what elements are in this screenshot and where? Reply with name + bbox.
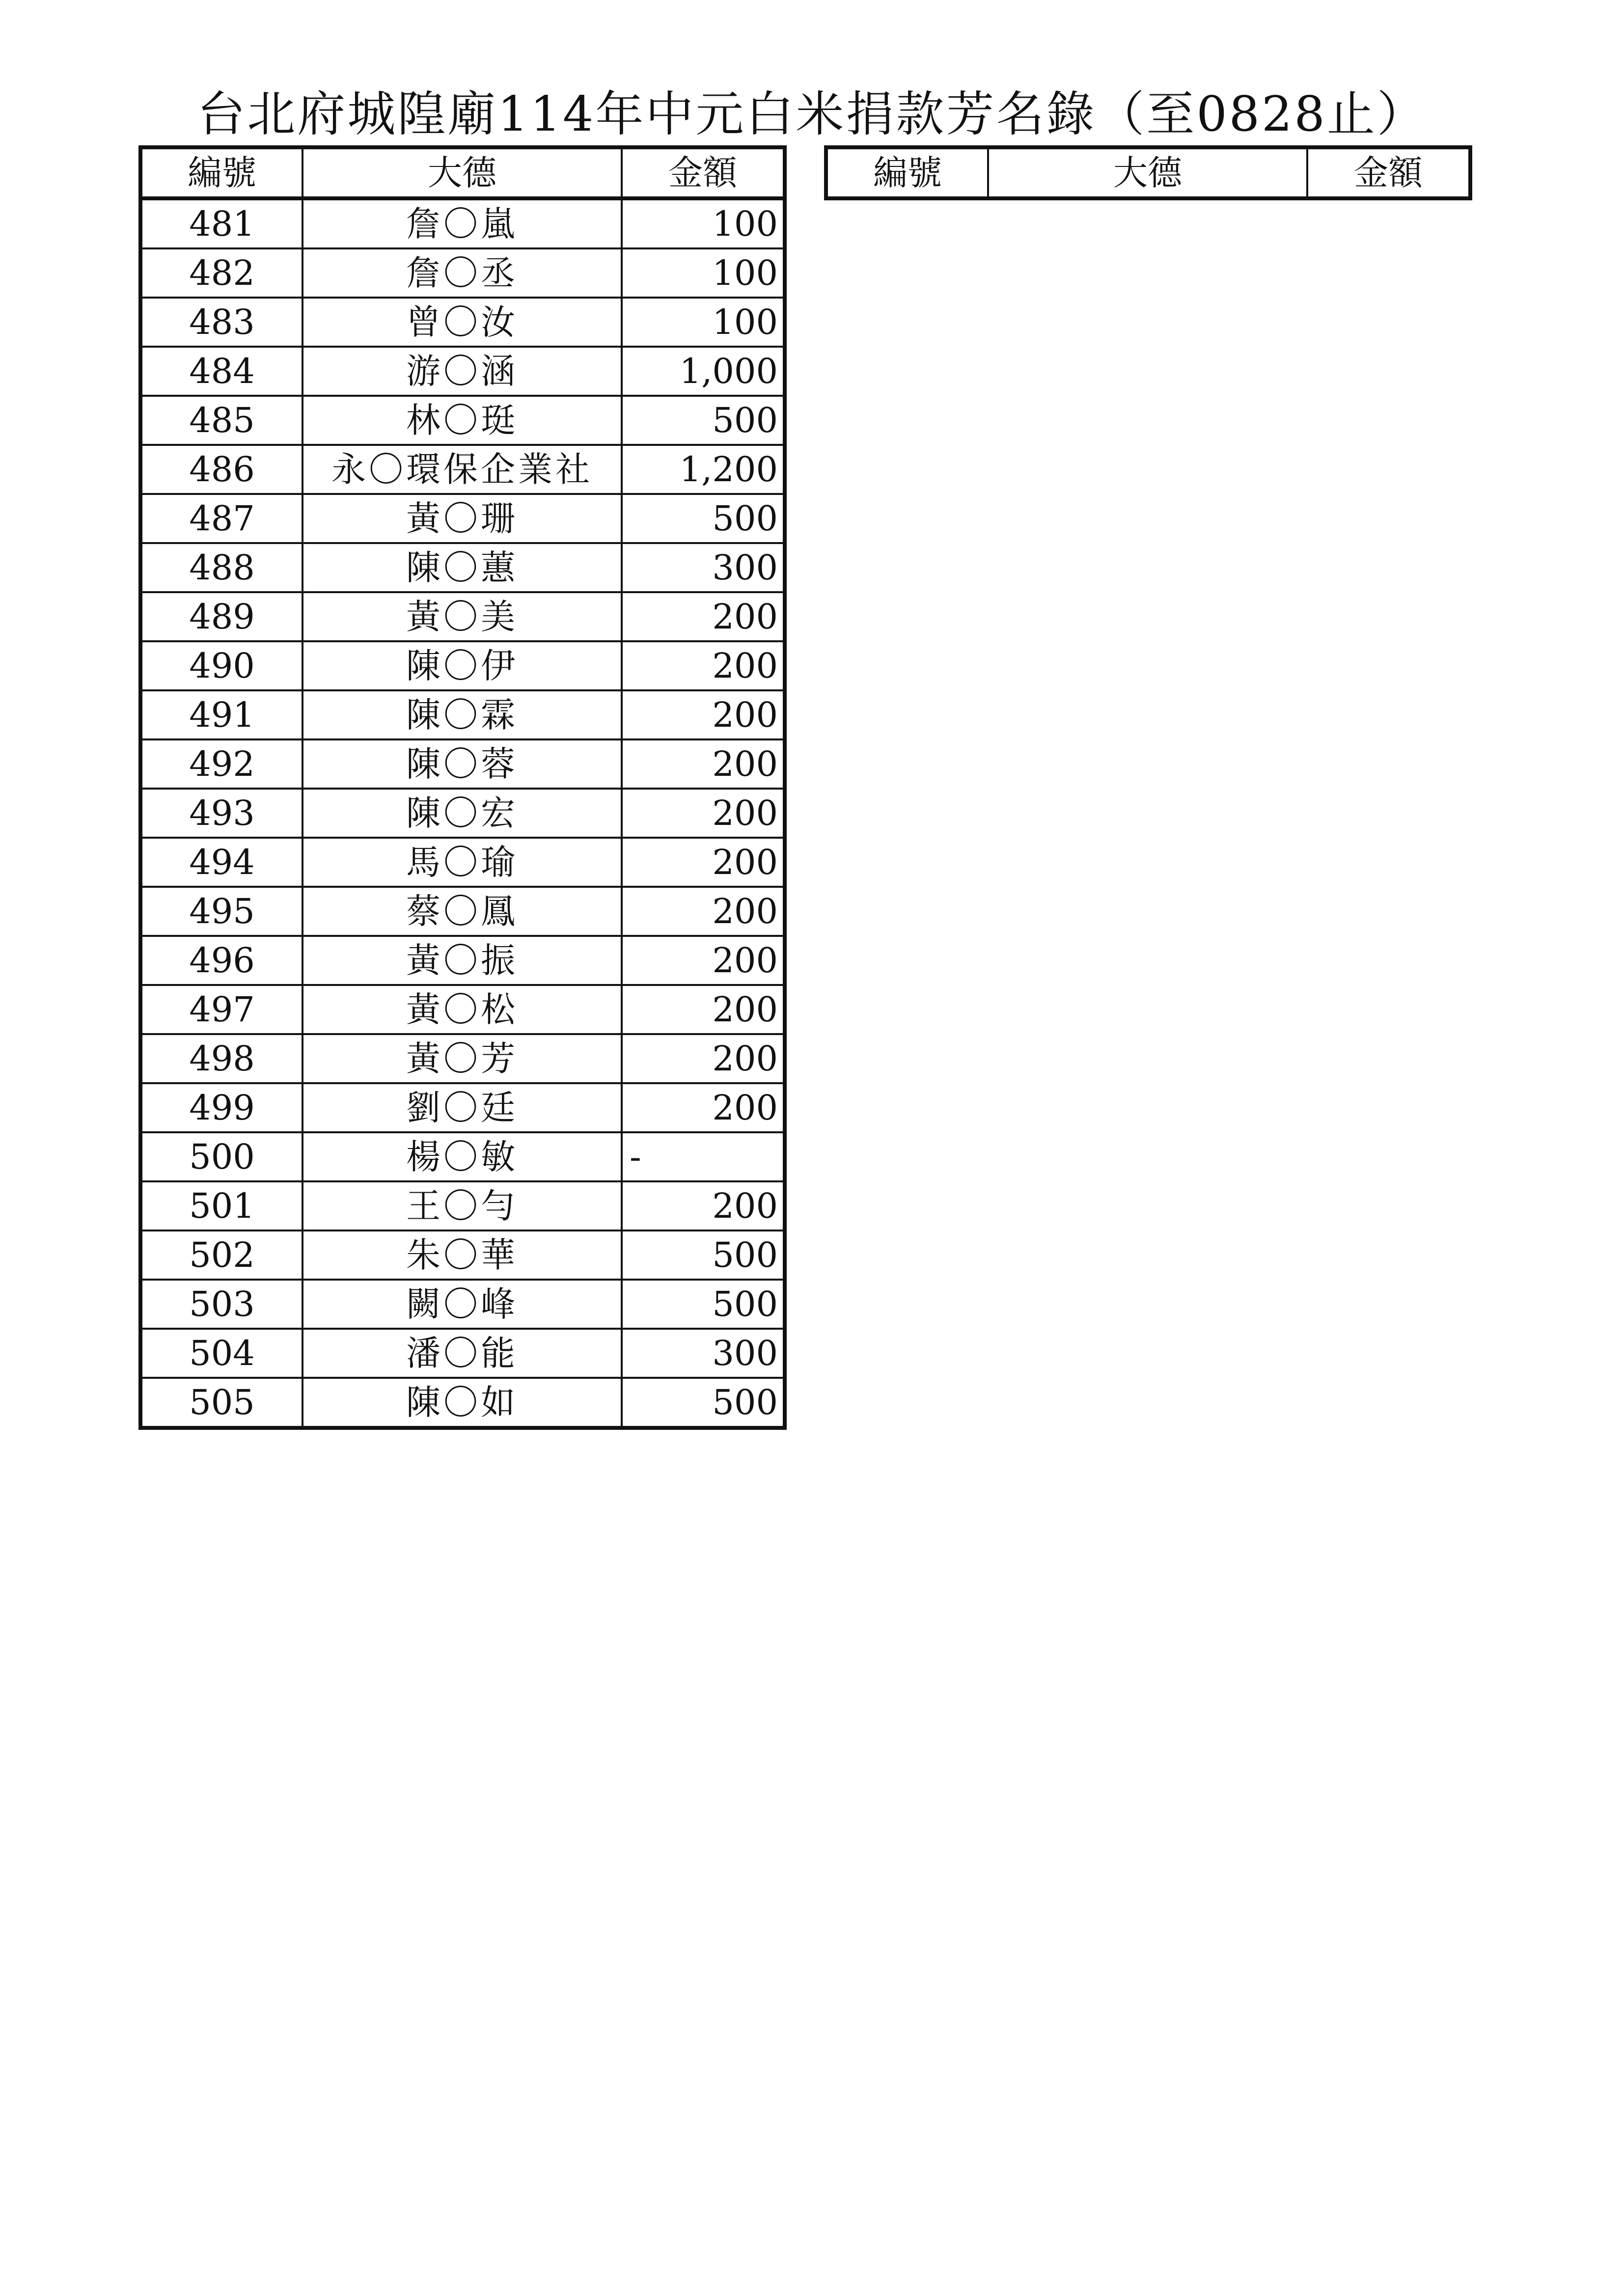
donation-amount: 200 xyxy=(622,1034,785,1083)
header-number: 編號 xyxy=(140,147,303,198)
donor-name: 黃〇振 xyxy=(303,936,622,985)
table-row xyxy=(140,985,785,1034)
donation-amount: 500 xyxy=(622,396,785,445)
donor-name: 劉〇廷 xyxy=(303,1083,622,1132)
donation-amount: 200 xyxy=(622,690,785,739)
header-donor: 大德 xyxy=(303,147,622,198)
donor-name: 朱〇華 xyxy=(303,1230,622,1280)
table-header-row xyxy=(826,147,1470,198)
donation-amount: 1,200 xyxy=(622,445,785,494)
table-row xyxy=(140,1280,785,1329)
table-row xyxy=(140,690,785,739)
donor-name: 陳〇蕙 xyxy=(303,543,622,592)
donor-name: 楊〇敏 xyxy=(303,1132,622,1181)
donation-amount: 100 xyxy=(622,198,785,248)
donation-number: 481 xyxy=(140,198,303,248)
donation-amount: 300 xyxy=(622,543,785,592)
header-amount: 金額 xyxy=(622,147,785,198)
donation-amount: 200 xyxy=(622,1181,785,1230)
donor-name: 黃〇美 xyxy=(303,592,622,641)
donation-number: 499 xyxy=(140,1083,303,1132)
donation-amount: 1,000 xyxy=(622,347,785,396)
donation-amount: 200 xyxy=(622,739,785,789)
donation-number: 486 xyxy=(140,445,303,494)
donation-amount: 200 xyxy=(622,985,785,1034)
donation-number: 496 xyxy=(140,936,303,985)
donation-number: 493 xyxy=(140,789,303,838)
donation-number: 492 xyxy=(140,739,303,789)
donation-amount: 200 xyxy=(622,887,785,936)
donation-number: 497 xyxy=(140,985,303,1034)
table-row xyxy=(140,1181,785,1230)
table-row xyxy=(140,1132,785,1181)
table-row xyxy=(140,789,785,838)
donation-amount: 200 xyxy=(622,838,785,887)
table-row xyxy=(140,347,785,396)
donation-amount: 200 xyxy=(622,789,785,838)
table-row xyxy=(140,739,785,789)
table-row xyxy=(140,641,785,690)
donation-number: 487 xyxy=(140,494,303,543)
header-donor: 大德 xyxy=(988,147,1307,198)
donor-name: 蔡〇鳳 xyxy=(303,887,622,936)
donor-name: 陳〇宏 xyxy=(303,789,622,838)
donation-amount: 200 xyxy=(622,1083,785,1132)
donation-number: 494 xyxy=(140,838,303,887)
donor-name: 黃〇珊 xyxy=(303,494,622,543)
donation-amount: 500 xyxy=(622,1230,785,1280)
table-row xyxy=(140,592,785,641)
table-row xyxy=(140,494,785,543)
table-row xyxy=(140,1034,785,1083)
donation-amount: 200 xyxy=(622,641,785,690)
donation-number: 504 xyxy=(140,1329,303,1378)
donor-name: 陳〇蓉 xyxy=(303,739,622,789)
table-row xyxy=(140,1083,785,1132)
donation-number: 488 xyxy=(140,543,303,592)
donation-number: 498 xyxy=(140,1034,303,1083)
donor-name: 陳〇如 xyxy=(303,1378,622,1428)
donor-name: 曾〇汝 xyxy=(303,298,622,347)
table-row xyxy=(140,838,785,887)
table-row xyxy=(140,543,785,592)
donation-number: 491 xyxy=(140,690,303,739)
donation-number: 502 xyxy=(140,1230,303,1280)
table-row xyxy=(140,198,785,248)
table-row xyxy=(140,1329,785,1378)
table-row xyxy=(140,936,785,985)
donation-number: 482 xyxy=(140,248,303,298)
donor-name: 闕〇峰 xyxy=(303,1280,622,1329)
donor-name: 陳〇霖 xyxy=(303,690,622,739)
donor-name: 潘〇能 xyxy=(303,1329,622,1378)
donor-name: 永〇環保企業社 xyxy=(303,445,622,494)
table-row xyxy=(140,1378,785,1428)
table-row xyxy=(140,298,785,347)
donor-name: 游〇涵 xyxy=(303,347,622,396)
table-row xyxy=(140,396,785,445)
donation-number: 500 xyxy=(140,1132,303,1181)
table-row xyxy=(140,445,785,494)
donor-table-left xyxy=(138,145,787,1430)
donation-number: 489 xyxy=(140,592,303,641)
donation-amount: 300 xyxy=(622,1329,785,1378)
donor-name: 黃〇松 xyxy=(303,985,622,1034)
donor-name: 詹〇丞 xyxy=(303,248,622,298)
donation-amount: 500 xyxy=(622,494,785,543)
donation-amount: 500 xyxy=(622,1280,785,1329)
header-amount: 金額 xyxy=(1307,147,1470,198)
page-title: 台北府城隍廟114年中元白米捐款芳名錄（至0828止） xyxy=(197,86,1427,142)
donor-name: 黃〇芳 xyxy=(303,1034,622,1083)
table-row xyxy=(140,248,785,298)
table-row xyxy=(140,887,785,936)
donation-number: 503 xyxy=(140,1280,303,1329)
donor-name: 王〇勻 xyxy=(303,1181,622,1230)
donation-number: 490 xyxy=(140,641,303,690)
donor-name: 詹〇嵐 xyxy=(303,198,622,248)
donation-number: 505 xyxy=(140,1378,303,1428)
donation-amount: 100 xyxy=(622,298,785,347)
donor-table-right xyxy=(824,145,1472,200)
donor-name: 陳〇伊 xyxy=(303,641,622,690)
donor-name: 馬〇瑜 xyxy=(303,838,622,887)
table-header-row xyxy=(140,147,785,198)
donation-number: 483 xyxy=(140,298,303,347)
donation-amount: 100 xyxy=(622,248,785,298)
donation-amount: - xyxy=(622,1132,785,1181)
donation-amount: 200 xyxy=(622,936,785,985)
donation-amount: 200 xyxy=(622,592,785,641)
donor-table-body xyxy=(140,198,785,1428)
donation-number: 495 xyxy=(140,887,303,936)
table-row xyxy=(140,1230,785,1280)
donation-number: 485 xyxy=(140,396,303,445)
header-number: 編號 xyxy=(826,147,988,198)
donation-number: 501 xyxy=(140,1181,303,1230)
donation-number: 484 xyxy=(140,347,303,396)
donor-name: 林〇珽 xyxy=(303,396,622,445)
donation-amount: 500 xyxy=(622,1378,785,1428)
